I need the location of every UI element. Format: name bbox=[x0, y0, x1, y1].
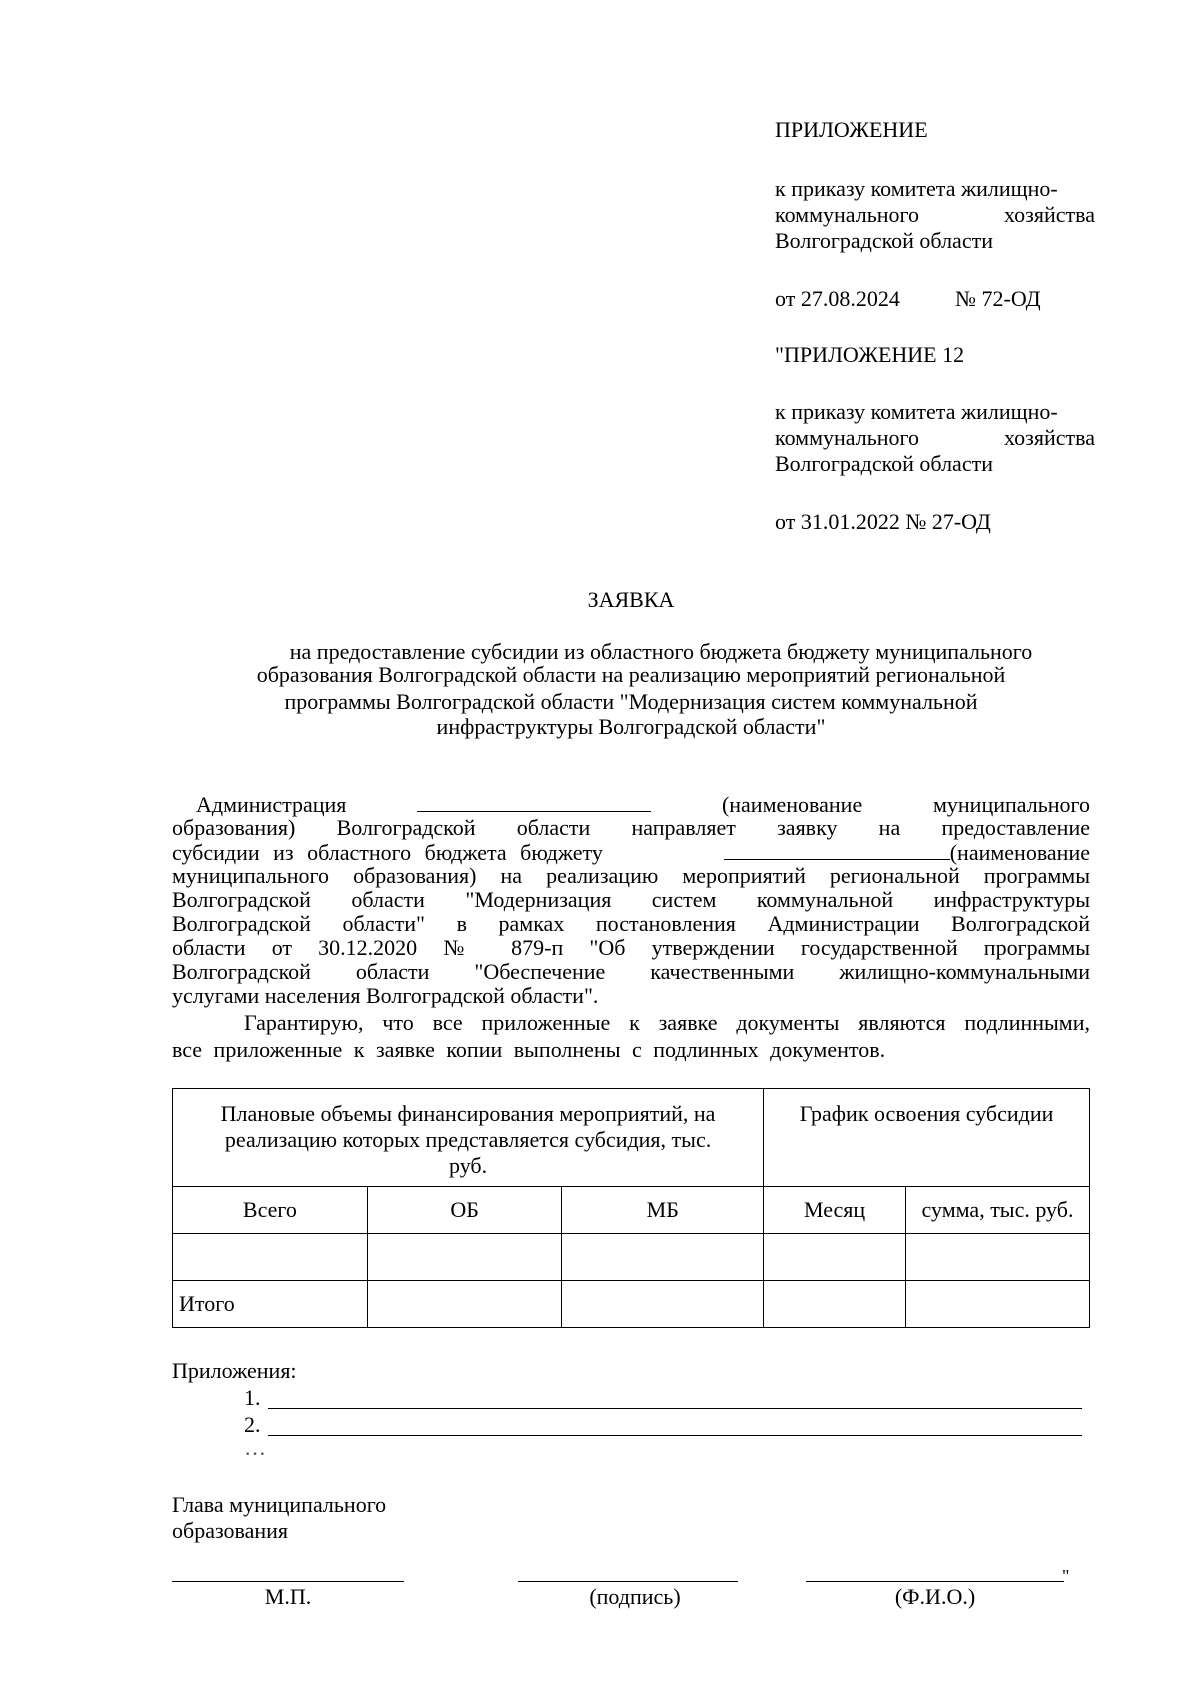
municipality-name-blank[interactable] bbox=[417, 791, 651, 812]
body-text: (наименование bbox=[721, 792, 863, 817]
attachment-item-2-line[interactable] bbox=[268, 1435, 1082, 1436]
signature-line[interactable] bbox=[518, 1581, 738, 1582]
attachments-label: Приложения: bbox=[172, 1358, 297, 1383]
total-row-label: Итого bbox=[173, 1281, 368, 1328]
table-cell[interactable] bbox=[367, 1234, 562, 1281]
body-line-4: муниципального образования) на реализацию мероприятий региональной программы bbox=[172, 863, 1090, 888]
fio-line[interactable] bbox=[806, 1581, 1064, 1582]
subtitle-line-1: на предоставление субсидии из областного бюджета бюджету муниципального bbox=[289, 639, 1033, 664]
appendix12-title: "ПРИЛОЖЕНИЕ 12 bbox=[775, 342, 965, 367]
table-cell[interactable] bbox=[367, 1281, 562, 1328]
closing-quote: " bbox=[1062, 1566, 1070, 1586]
body-line-9: услугами населения Волгоградской области". bbox=[172, 983, 599, 1008]
guarantee-line-1: Гарантирую, что все приложенные к заявке документы являются подлинными, bbox=[244, 1010, 1090, 1035]
guarantee-line-2: все приложенные к заявке копии выполнены с подлинных документов. bbox=[172, 1037, 886, 1062]
body-line-6: Волгоградской области" в рамках постановления Администрации Волгоградской bbox=[172, 911, 1090, 936]
signature-caption: (подпись) bbox=[589, 1584, 681, 1609]
body-line-8: Волгоградской области "Обеспечение качественными жилищно-коммунальными bbox=[172, 959, 1090, 984]
col-sum: сумма, тыс. руб. bbox=[906, 1187, 1090, 1234]
col-month: Месяц bbox=[764, 1187, 906, 1234]
stamp-caption: М.П. bbox=[264, 1584, 312, 1609]
body-text: (наименование bbox=[949, 840, 1090, 865]
order-date: от 27.08.2024 bbox=[775, 286, 900, 311]
body-text: муниципального bbox=[932, 792, 1090, 817]
col-mb: МБ bbox=[562, 1187, 764, 1234]
table-cell[interactable] bbox=[906, 1234, 1090, 1281]
table-cell[interactable] bbox=[764, 1234, 906, 1281]
body-line-5: Волгоградской области "Модернизация систем коммунальной инфраструктуры bbox=[172, 887, 1090, 912]
body-line-3 bbox=[172, 839, 1090, 866]
attachment-item-1-line[interactable] bbox=[268, 1408, 1082, 1409]
stamp-line[interactable] bbox=[172, 1581, 404, 1582]
planned-volumes-header: Плановые объемы финансирования мероприятий, на реализацию которых представляется субсидия, тыс. руб. bbox=[173, 1089, 764, 1187]
attachment-item-2-number: 2. bbox=[244, 1412, 261, 1437]
table-cell[interactable] bbox=[906, 1281, 1090, 1328]
body-line-1 bbox=[196, 791, 1090, 818]
schedule-header: График освоения субсидии bbox=[764, 1089, 1090, 1187]
col-total: Всего bbox=[173, 1187, 368, 1234]
recipient-municipality-blank[interactable] bbox=[724, 839, 950, 860]
order-ref-line-2: коммунального хозяйства bbox=[775, 202, 1095, 227]
order2-ref-date: от 31.01.2022 № 27-ОД bbox=[775, 509, 991, 534]
body-text: Администрация bbox=[196, 792, 347, 817]
appendix-title: ПРИЛОЖЕНИЕ bbox=[775, 117, 928, 142]
document-title: ЗАЯВКА bbox=[587, 587, 675, 612]
subtitle-line-2: образования Волгоградской области на реализацию мероприятий региональной bbox=[256, 662, 1006, 687]
body-text: субсидии из областного бюджета бюджету bbox=[172, 840, 603, 865]
table-cell[interactable] bbox=[173, 1234, 368, 1281]
subtitle-line-3: программы Волгоградской области "Модернизация систем коммунальной bbox=[284, 689, 978, 714]
order-number: № 72-ОД bbox=[955, 286, 1041, 311]
attachment-item-1-number: 1. bbox=[244, 1385, 261, 1410]
fio-caption: (Ф.И.О.) bbox=[894, 1584, 976, 1609]
signatory-title-line-2: образования bbox=[172, 1518, 289, 1543]
order2-ref-line-2: коммунального хозяйства bbox=[775, 425, 1095, 450]
table-cell[interactable] bbox=[562, 1234, 764, 1281]
signatory-title-line-1: Глава муниципального bbox=[172, 1492, 387, 1517]
table-cell[interactable] bbox=[562, 1281, 764, 1328]
body-line-2: образования) Волгоградской области направляет заявку на предоставление bbox=[172, 815, 1090, 840]
body-line-7: области от 30.12.2020 № 879-п "Об утверждении государственной программы bbox=[172, 935, 1090, 960]
financing-table bbox=[172, 1088, 1090, 1328]
order2-ref-line-3: Волгоградской области bbox=[775, 451, 993, 476]
col-ob: ОБ bbox=[367, 1187, 562, 1234]
order-ref-line-1: к приказу комитета жилищно- bbox=[775, 176, 1058, 201]
order2-ref-line-1: к приказу комитета жилищно- bbox=[775, 399, 1058, 424]
subtitle-line-4: инфраструктуры Волгоградской области" bbox=[436, 714, 826, 739]
order-ref-line-3: Волгоградской области bbox=[775, 228, 993, 253]
table-cell[interactable] bbox=[764, 1281, 906, 1328]
attachments-ellipsis: … bbox=[244, 1435, 268, 1460]
